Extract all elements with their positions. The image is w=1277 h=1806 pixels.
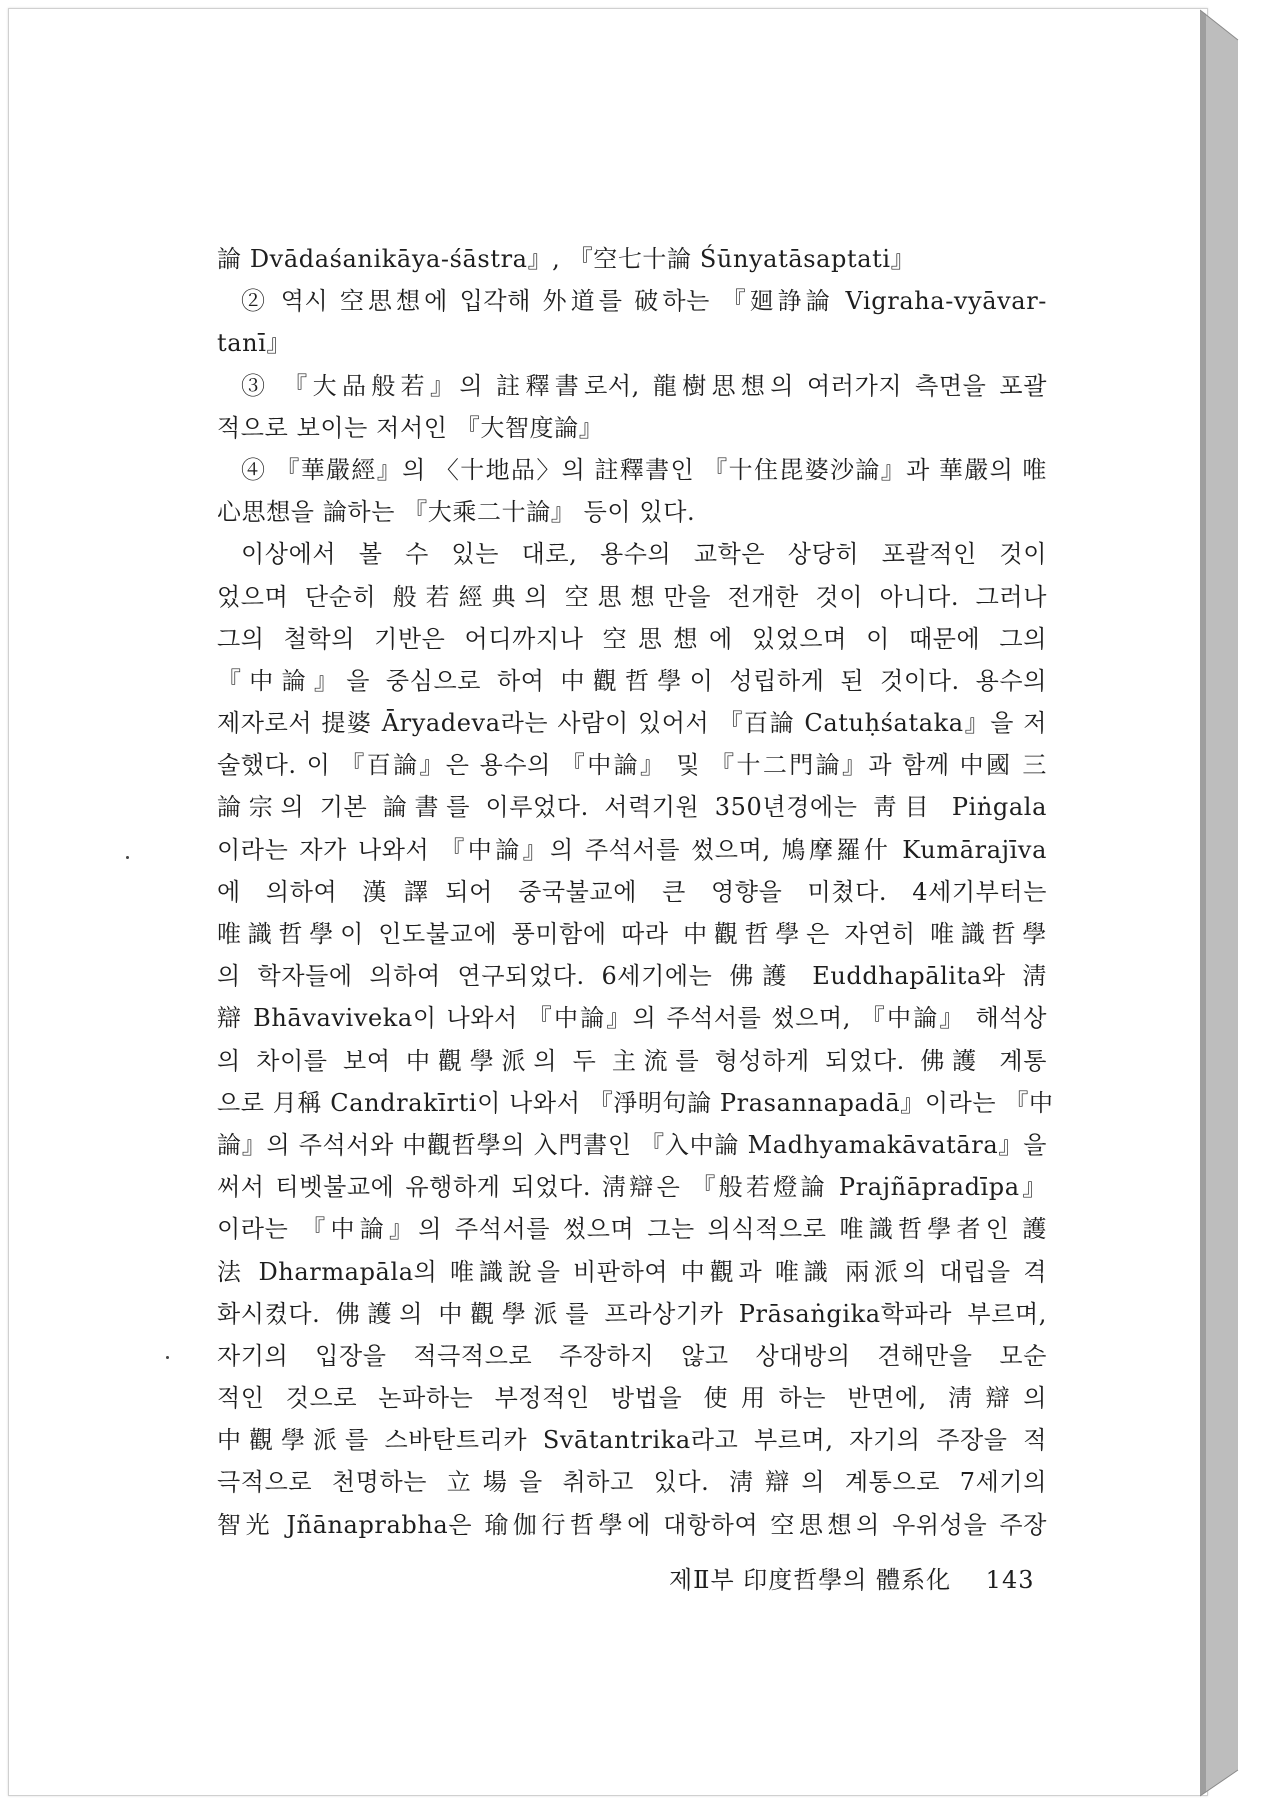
scan-speck [166, 1356, 169, 1359]
text-line: ④ 『華嚴經』의 〈十地品〉의 註釋書인 『十住毘婆沙論』과 華嚴의 唯 [241, 455, 1047, 484]
text-line: 論宗의 기본 論書를 이루었다. 서력기원 350년경에는 靑目 Piṅgala [217, 793, 1047, 822]
text-line: 제자로서 提婆 Āryadeva라는 사람이 있어서 『百論 Catuḥśataka』을 저 [217, 709, 1047, 738]
text-line: ③ 『大品般若』의 註釋書로서, 龍樹思想의 여러가지 측면을 포괄 [241, 371, 1047, 400]
text-line: 으로 月稱 Candrakīrti이 나와서 『淨明句論 Prasannapadā』이라는 『中 [217, 1088, 1054, 1117]
running-head: 제Ⅱ부 印度哲學의 體系化 [669, 1566, 952, 1594]
text-line: 論 Dvādaśanikāya-śāstra』, 『空七十論 Śūnyatāsaptati』 [217, 245, 916, 273]
text-line: 에 의하여 漢譯되어 중국불교에 큰 영향을 미쳤다. 4세기부터는 [217, 877, 1047, 906]
text-line: 論』의 주석서와 中觀哲學의 入門書인 『入中論 Madhyamakāvatāra』을 [217, 1130, 1047, 1159]
text-line: 었으며 단순히 般若經典의 空思想만을 전개한 것이 아니다. 그러나 [217, 582, 1047, 611]
text-line: 이라는 자가 나와서 『中論』의 주석서를 썼으며, 鳩摩羅什 Kumārajīva [217, 835, 1047, 864]
text-line: 의 차이를 보여 中觀學派의 두 主流를 형성하게 되었다. 佛護 계통 [217, 1046, 1047, 1075]
text-line: 적인 것으로 논파하는 부정적인 방법을 使用하는 반면에, 淸辯의 [217, 1384, 1047, 1413]
text-line: 『中論』을 중심으로 하여 中觀哲學이 성립하게 된 것이다. 용수의 [217, 666, 1047, 695]
scan-speck [126, 856, 129, 859]
text-line: 의 학자들에 의하여 연구되었다. 6세기에는 佛護 Euddhapālita와 淸 [217, 962, 1047, 991]
text-line: 화시켰다. 佛護의 中觀學派를 프라상기카 Prāsaṅgika학파라 부르며, [217, 1299, 1047, 1328]
text-line: 中觀學派를 스바탄트리카 Svātantrika라고 부르며, 자기의 주장을 적 [217, 1426, 1047, 1455]
text-line: 그의 철학의 기반은 어디까지나 空思想에 있었으며 이 때문에 그의 [217, 624, 1047, 653]
text-line: 써서 티벳불교에 유행하게 되었다. 淸辯은 『般若燈論 Prajñāpradīpa』 [217, 1173, 1047, 1202]
text-line: 心思想을 論하는 『大乘二十論』 등이 있다. [217, 498, 696, 527]
page-number: 143 [985, 1566, 1035, 1594]
text-line: 이상에서 볼 수 있는 대로, 용수의 교학은 상당히 포괄적인 것이 [241, 540, 1047, 569]
text-line: 술했다. 이 『百論』은 용수의 『中論』 및 『十二門論』과 함께 中國 三 [217, 751, 1047, 780]
text-line: 이라는 『中論』의 주석서를 썼으며 그는 의식적으로 唯識哲學者인 護 [217, 1215, 1047, 1244]
text-line: tanī』 [217, 329, 292, 358]
text-line: 智光 Jñānaprabha은 瑜伽行哲學에 대항하여 空思想의 우위성을 주장 [217, 1510, 1047, 1539]
book-page [8, 8, 1208, 1796]
text-line: 극적으로 천명하는 立場을 취하고 있다. 淸辯의 계통으로 7세기의 [217, 1468, 1047, 1497]
text-line: ② 역시 空思想에 입각해 外道를 破하는 『廻諍論 Vigraha-vyāvar- [241, 287, 1047, 316]
text-line: 辯 Bhāvaviveka이 나와서 『中論』의 주석서를 썼으며, 『中論』 해석상 [217, 1004, 1047, 1033]
text-line: 唯識哲學이 인도불교에 풍미함에 따라 中觀哲學은 자연히 唯識哲學 [217, 920, 1047, 948]
text-line: 적으로 보이는 저서인 『大智度論』 [217, 413, 604, 442]
book-spine [1200, 0, 1260, 1806]
body-text [217, 238, 1054, 1546]
page-footer [669, 1564, 1035, 1596]
text-line: 法 Dharmapāla의 唯識說을 비판하여 中觀과 唯識 兩派의 대립을 격 [217, 1257, 1047, 1286]
text-line: 자기의 입장을 적극적으로 주장하지 않고 상대방의 견해만을 모순 [217, 1341, 1047, 1370]
